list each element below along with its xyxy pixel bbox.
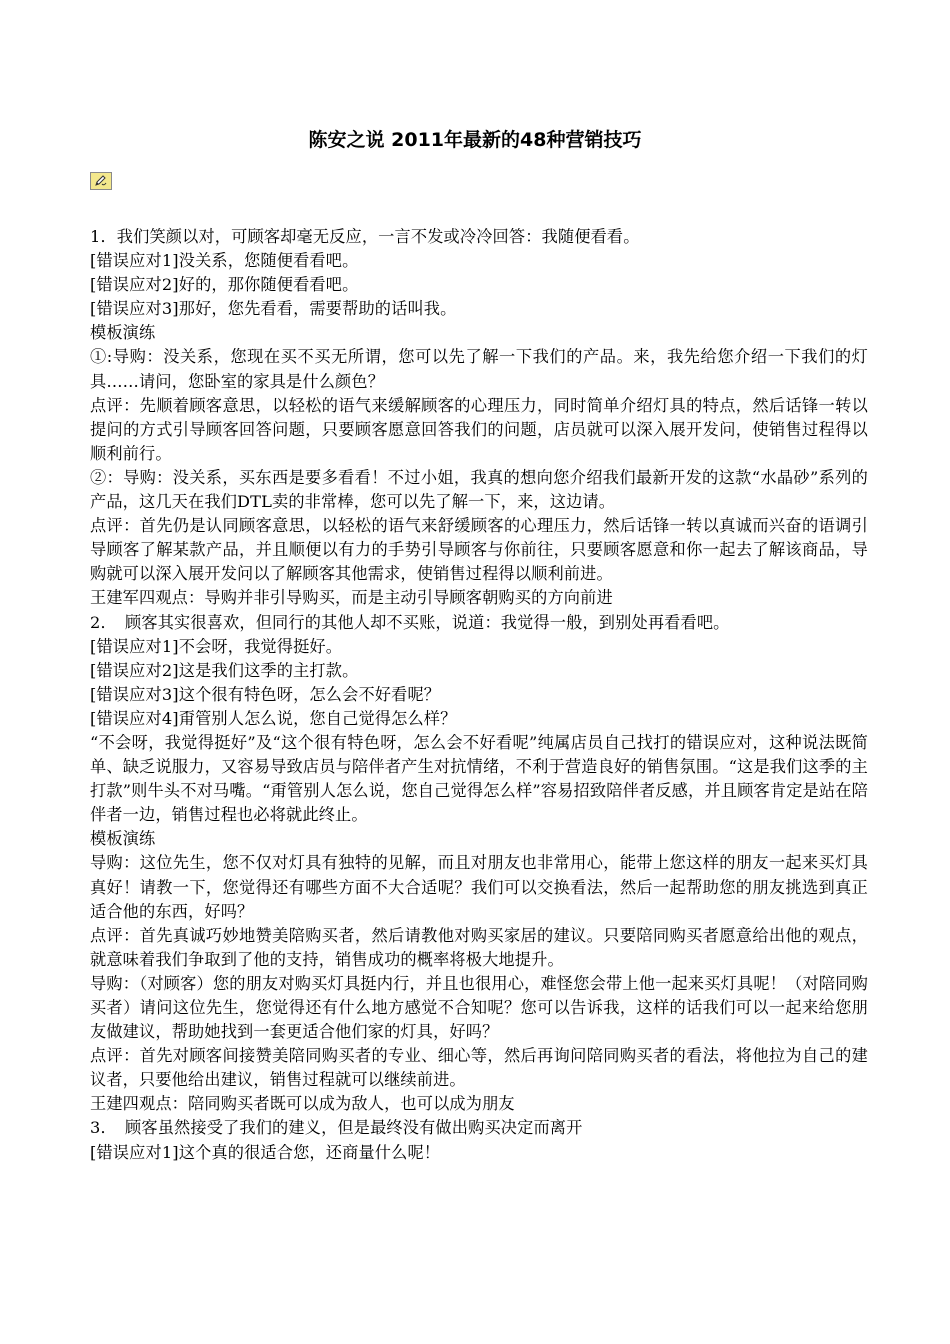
pencil-icon [94, 175, 108, 187]
paragraph: 导购：这位先生，您不仅对灯具有独特的见解，而且对朋友也非常用心，能带上您这样的朋友一起来买灯具真好！请教一下，您觉得还有哪些方面不大合适呢？我们可以交换看法，然后一起帮助您的朋友挑选到真正适合他的东西，好吗？ [90, 853, 868, 921]
edit-document-icon [90, 172, 112, 190]
paragraph: ②：导购：没关系，买东西是要多看看！不过小姐，我真的想向您介绍我们最新开发的这款“水晶砂”系列的产品，这几天在我们DTL卖的非常棒，您可以先了解一下，来，这边请。 [90, 467, 868, 512]
paragraph: 3． 顾客虽然接受了我们的建义，但是最终没有做出购买决定而离开 [90, 1118, 583, 1138]
document-body [90, 225, 868, 1165]
paragraph: 导购：（对顾客）您的朋友对购买灯具挺内行，并且也很用心，难怪您会带上他一起来买灯具呢！（对陪同购买者）请问这位先生，您觉得还有什么地方感觉不合知呢？您可以告诉我，这样的话我们可以一起来给您朋友做建议，帮助她找到一套更适合他们家的灯具，好吗？ [90, 973, 868, 1042]
paragraph: [错误应对3]这个很有特色呀，怎么会不好看呢？ [90, 684, 441, 704]
paragraph: [错误应对1]这个真的很适合您，还商量什么呢！ [90, 1142, 441, 1162]
paragraph: 点评：首先对顾客间接赞美陪同购买者的专业、细心等，然后再询问陪同购买者的看法，将他拉为自己的建议者，只要他给出建议，销售过程就可以继续前进。 [90, 1046, 868, 1090]
paragraph: [错误应对1]不会呀，我觉得挺好。 [90, 636, 343, 656]
section-heading: 模板演练 [90, 829, 156, 849]
document-title: 陈安之说 2011年最新的48种营销技巧 [308, 129, 642, 151]
paragraph: 王建四观点：陪同购买者既可以成为敌人，也可以成为朋友 [90, 1094, 515, 1114]
paragraph: 点评：首先仍是认同顾客意思，以轻松的语气来舒缓顾客的心理压力，然后话锋一转以真诚而兴奋的语调引导顾客了解某款产品，并且顺便以有力的手势引导顾客与你前往，只要顾客愿意和你一起去了解该商品，导购就可以深入展开发问以了解顾客其他需求，使销售过程得以顺利前进。 [90, 516, 868, 584]
paragraph: 点评：首先真诚巧妙地赞美陪购买者，然后请教他对购买家居的建议。只要陪同购买者愿意给出他的观点，就意味着我们争取到了他的支持，销售成功的概率将极大地提升。 [90, 925, 868, 969]
paragraph: 王建军四观点：导购并非引导购买，而是主动引导顾客朝购买的方向前进 [90, 588, 613, 608]
paragraph: 2． 顾客其实很喜欢，但同行的其他人却不买账，说道：我觉得一般，到别处再看看吧。 [90, 612, 730, 632]
paragraph: [错误应对3]那好，您先看看，需要帮助的话叫我。 [90, 299, 457, 319]
paragraph: [错误应对2]这是我们这季的主打款。 [90, 660, 359, 680]
paragraph: “不会呀，我觉得挺好”及“这个很有特色呀，怎么会不好看呢”纯属店员自己找打的错误应对，这种说法既简单、缺乏说服力，又容易导致店员与陪伴者产生对抗情绪，不利于营造良好的销售氛围。“这是我们这季的主打款”则牛头不对马嘴。“甭管别人怎么说，您自己觉得怎么样”容易招致陪伴者反感，并且顾客肯定是站在陪伴者一边，销售过程也必将就此终止。 [90, 732, 868, 825]
section-heading: 模板演练 [90, 323, 156, 343]
paragraph: [错误应对4]甭管别人怎么说，您自己觉得怎么样？ [90, 708, 457, 728]
paragraph: [错误应对2]好的，那你随便看看吧。 [90, 275, 359, 295]
paragraph: 1．我们笑颜以对，可顾客却毫无反应，一言不发或冷冷回答：我随便看看。 [90, 227, 640, 246]
paragraph: 点评：先顺着顾客意思，以轻松的语气来缓解顾客的心理压力，同时简单介绍灯具的特点，然后话锋一转以提问的方式引导顾客回答问题，只要顾客愿意回答我们的问题，店员就可以深入展开发问，使销售过程得以顺利前行。 [90, 395, 868, 463]
paragraph: [错误应对1]没关系，您随便看看吧。 [90, 251, 359, 271]
paragraph: ①:导购：没关系，您现在买不买无所谓，您可以先了解一下我们的产品。来，我先给您介绍一下我们的灯具……请问，您卧室的家具是什么颜色？ [90, 347, 868, 391]
